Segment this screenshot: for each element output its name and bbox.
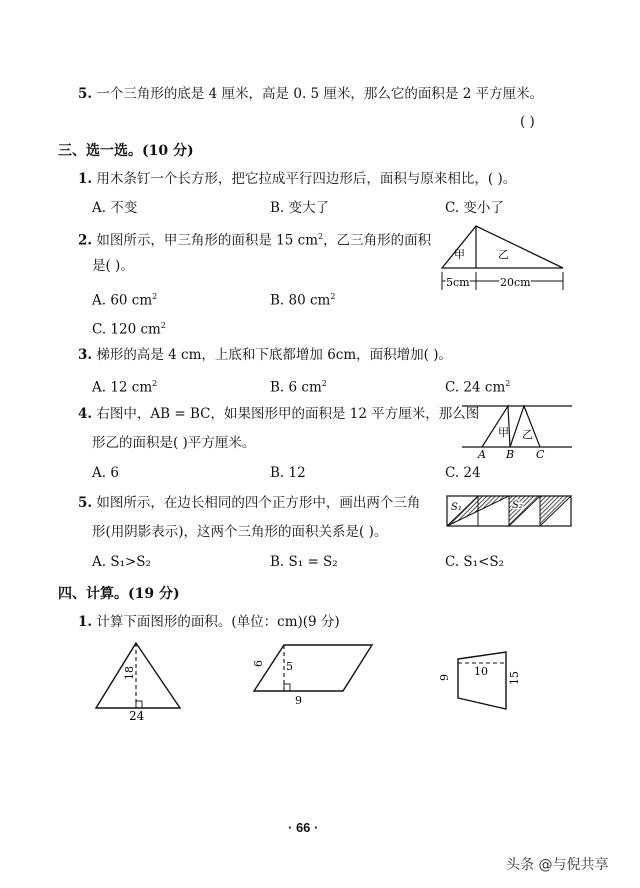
s3-q3-b-sup: 2 (321, 379, 327, 388)
s3-q1-option-a: A. 不变 (92, 200, 138, 216)
s3-q5-num: 5. (78, 495, 93, 511)
q5-prev-num: 5. (78, 86, 93, 102)
s4-trap-right: 15 (508, 671, 521, 685)
s3-q4-figure (462, 402, 574, 460)
s3-q4-line2: 形乙的面积是( )平方厘米。 (92, 435, 256, 451)
s3-q3-option-a (92, 375, 157, 397)
s3-q2-b-text: B. 80 cm (270, 292, 331, 309)
s4-parallelogram-figure (250, 640, 380, 712)
s3-q4-fig-jia: 甲 (498, 426, 509, 439)
s3-q3-c-text: C. 24 cm (445, 379, 506, 396)
s4-triangle-figure (92, 640, 187, 722)
s3-q4-option-b: B. 12 (270, 465, 306, 481)
s3-q2-sup: 2 (318, 232, 324, 241)
s3-q4-text1: 右图中，AB = BC，如果图形甲的面积是 12 平方厘米，那么图 (96, 406, 480, 422)
s3-q2-c-text: C. 120 cm (92, 321, 161, 338)
s3-q1 (78, 170, 516, 188)
s3-q4-fig-C: C (536, 448, 545, 461)
s4-q1 (78, 613, 340, 631)
s3-q2-figure (436, 222, 571, 294)
s3-q2-option-b (270, 288, 335, 310)
s4-trap-left: 9 (438, 674, 451, 681)
s3-q2-text1-end: ，乙三角形的面积 (323, 232, 432, 249)
s3-q4-fig-A: A (478, 448, 486, 461)
q5-prev (78, 85, 543, 103)
s3-q2-fig-right-len: 20cm (500, 276, 531, 289)
s3-q5-text1: 如图所示，在边长相同的四个正方形中，画出两个三角 (96, 495, 421, 511)
s3-q2-c-sup: 2 (160, 321, 166, 330)
s4-para-base: 9 (295, 694, 302, 707)
s3-q5-figure (446, 494, 574, 530)
s3-q5-option-a: A. S₁>S₂ (92, 554, 151, 570)
s3-q2-fig-jia: 甲 (454, 248, 465, 261)
s3-q4-option-a: A. 6 (92, 465, 119, 481)
s3-q2-fig-left-len: 5cm (446, 276, 470, 289)
s3-q3-text: 梯形的高是 4 cm，上底和下底都增加 6cm，面积增加( )。 (96, 347, 452, 363)
s3-q5-line1 (78, 494, 420, 512)
s3-q3 (78, 346, 452, 364)
section4-title: 四、计算。(19 分) (58, 586, 180, 602)
s3-q1-option-c: C. 变小了 (445, 200, 504, 216)
s3-q1-num: 1. (78, 171, 93, 187)
s3-q2-b-sup: 2 (330, 292, 336, 301)
s4-trap-top: 10 (474, 665, 488, 678)
page-number: · 66 · (288, 820, 319, 835)
s3-q1-option-b: B. 变大了 (270, 200, 330, 216)
s3-q3-c-sup: 2 (505, 379, 511, 388)
s3-q5-fig-s1: S₁ (451, 502, 462, 513)
q5-prev-text: 一个三角形的底是 4 厘米，高是 0. 5 厘米，那么它的面积是 2 平方厘米。 (96, 86, 544, 102)
s3-q4-line1 (78, 405, 479, 423)
s3-q1-text: 用木条钉一个长方形，把它拉成平行四边形后，面积与原来相比，( )。 (96, 171, 517, 187)
s3-q2-text1: 如图所示，甲三角形的面积是 15 cm (96, 232, 319, 249)
s3-q5-option-c: C. S₁<S₂ (445, 554, 505, 570)
s3-q2-line1 (78, 228, 431, 250)
s3-q2-line2: 是( )。 (92, 258, 134, 274)
s3-q3-a-sup: 2 (152, 379, 158, 388)
s4-tri-base: 24 (129, 709, 145, 723)
s3-q2-a-sup: 2 (152, 292, 158, 301)
s4-para-side: 6 (252, 660, 265, 667)
s3-q3-a-text: A. 12 cm (92, 379, 153, 396)
section3-title: 三、选一选。(10 分) (58, 143, 194, 159)
s4-q1-text: 计算下面图形的面积。(单位：cm)(9 分) (96, 614, 340, 630)
s4-q1-num: 1. (78, 614, 93, 630)
s3-q4-option-c: C. 24 (445, 465, 481, 481)
s3-q4-fig-yi: 乙 (522, 428, 533, 441)
q5-prev-answer-paren: ( ) (520, 114, 535, 130)
s3-q3-option-b (270, 375, 327, 397)
s3-q3-num: 3. (78, 347, 93, 363)
s3-q3-option-c (445, 375, 510, 397)
s3-q5-option-b: B. S₁ = S₂ (270, 554, 338, 570)
s3-q2-option-c (92, 317, 166, 339)
s4-para-height: 5 (286, 660, 293, 673)
s4-tri-height: 18 (123, 666, 136, 680)
watermark: 头条 @与倪共享 (506, 857, 609, 873)
s3-q2-num: 2. (78, 232, 93, 249)
s3-q2-option-a (92, 288, 157, 310)
s3-q5-line2: 形(用阴影表示)，这两个三角形的面积关系是( )。 (92, 524, 388, 540)
s3-q2-fig-yi: 乙 (498, 248, 509, 261)
s3-q2-a-text: A. 60 cm (92, 292, 153, 309)
s4-trapezoid-figure (440, 645, 530, 717)
s3-q4-fig-B: B (506, 448, 515, 461)
s3-q5-fig-s2: S₂ (512, 500, 523, 511)
s3-q4-num: 4. (78, 406, 93, 422)
s3-q3-b-text: B. 6 cm (270, 379, 322, 396)
